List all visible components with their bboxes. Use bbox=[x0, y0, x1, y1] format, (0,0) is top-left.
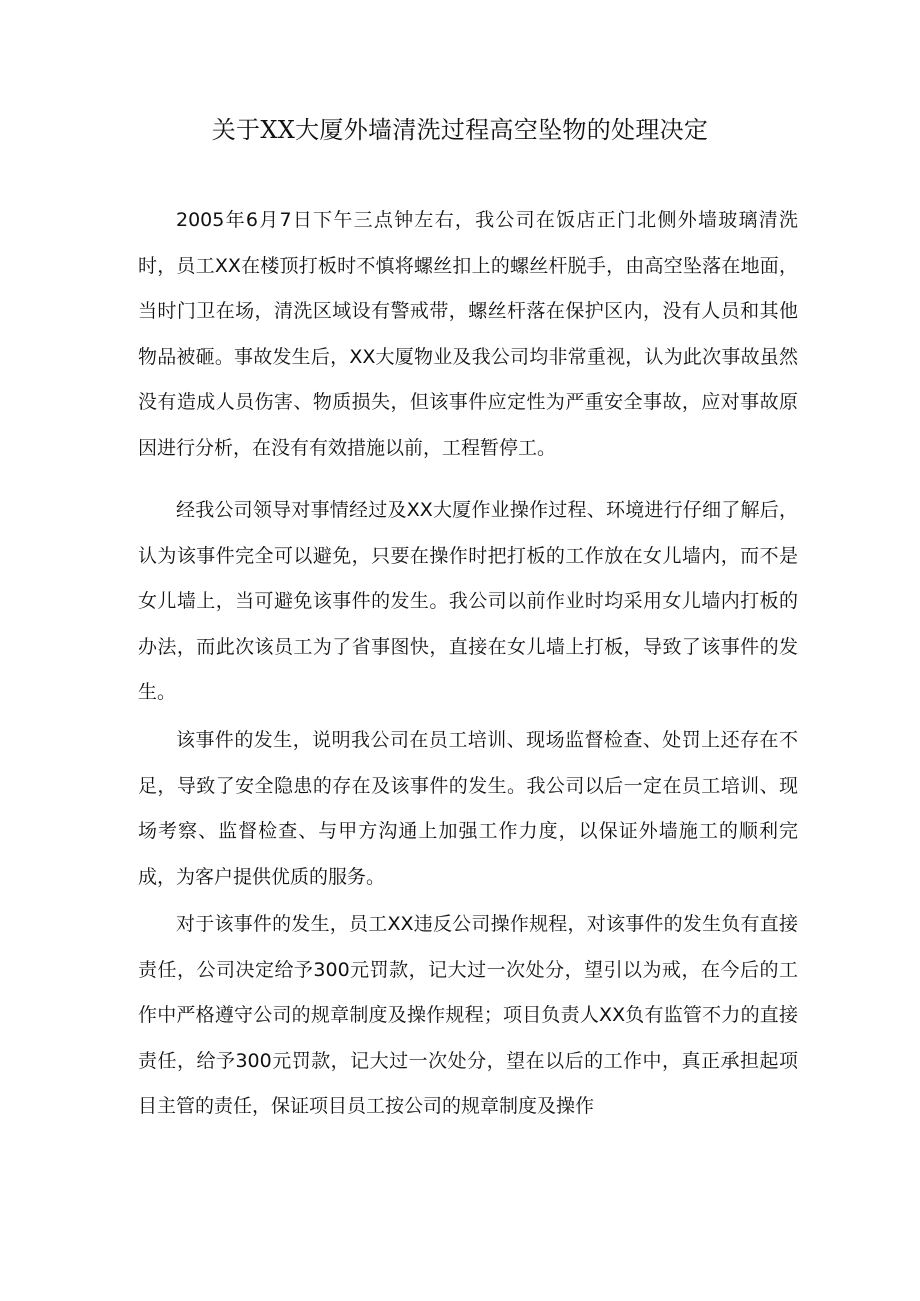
paragraph-penalty-decision: 对于该事件的发生，员工XX违反公司操作规程，对该事件的发生负有直接责任，公司决定给予300元罚款，记大过一次处分，望引以为戒，在今后的工作中严格遵守公司的规章制度及操作规程；项目负责人XX负有监管不力的直接责任，给予300元罚款，记大过一次处分，望在以后的工作中，真正承担起项目主管的责任，保证项目员工按公司的规章制度及操作 bbox=[138, 913, 798, 1117]
paragraph-incident-description: 2005年6月7日下午三点钟左右，我公司在饭店正门北侧外墙玻璃清洗时，员工XX在楼顶打板时不慎将螺丝扣上的螺丝杆脱手，由高空坠落在地面，当时门卫在场，清洗区域设有警戒带，螺丝杆落在保护区内，没有人员和其他物品被砸。事故发生后，XX大厦物业及我公司均非常重视，认为此次事故虽然没有造成人员伤害、物质损失，但该事件应定性为严重安全事故，应对事故原因进行分析，在没有有效措施以前，工程暂停工。 bbox=[138, 209, 798, 459]
paragraph-cause-analysis: 经我公司领导对事情经过及XX大厦作业操作过程、环境进行仔细了解后，认为该事件完全可以避免，只要在操作时把打板的工作放在女儿墙内，而不是女儿墙上，当可避免该事件的发生。我公司以前作业时均采用女儿墙内打板的办法，而此次该员工为了省事图快，直接在女儿墙上打板，导致了该事件的发生。 bbox=[138, 499, 798, 703]
document-title: 关于XX大厦外墙清洗过程高空坠物的处理决定 bbox=[211, 116, 709, 144]
paragraph-improvement-measures: 该事件的发生，说明我公司在员工培训、现场监督检查、处罚上还存在不足，导致了安全隐患的存在及该事件的发生。我公司以后一定在员工培训、现场考察、监督检查、与甲方沟通上加强工作力度，以保证外墙施工的顺利完成，为客户提供优质的服务。 bbox=[138, 729, 798, 888]
